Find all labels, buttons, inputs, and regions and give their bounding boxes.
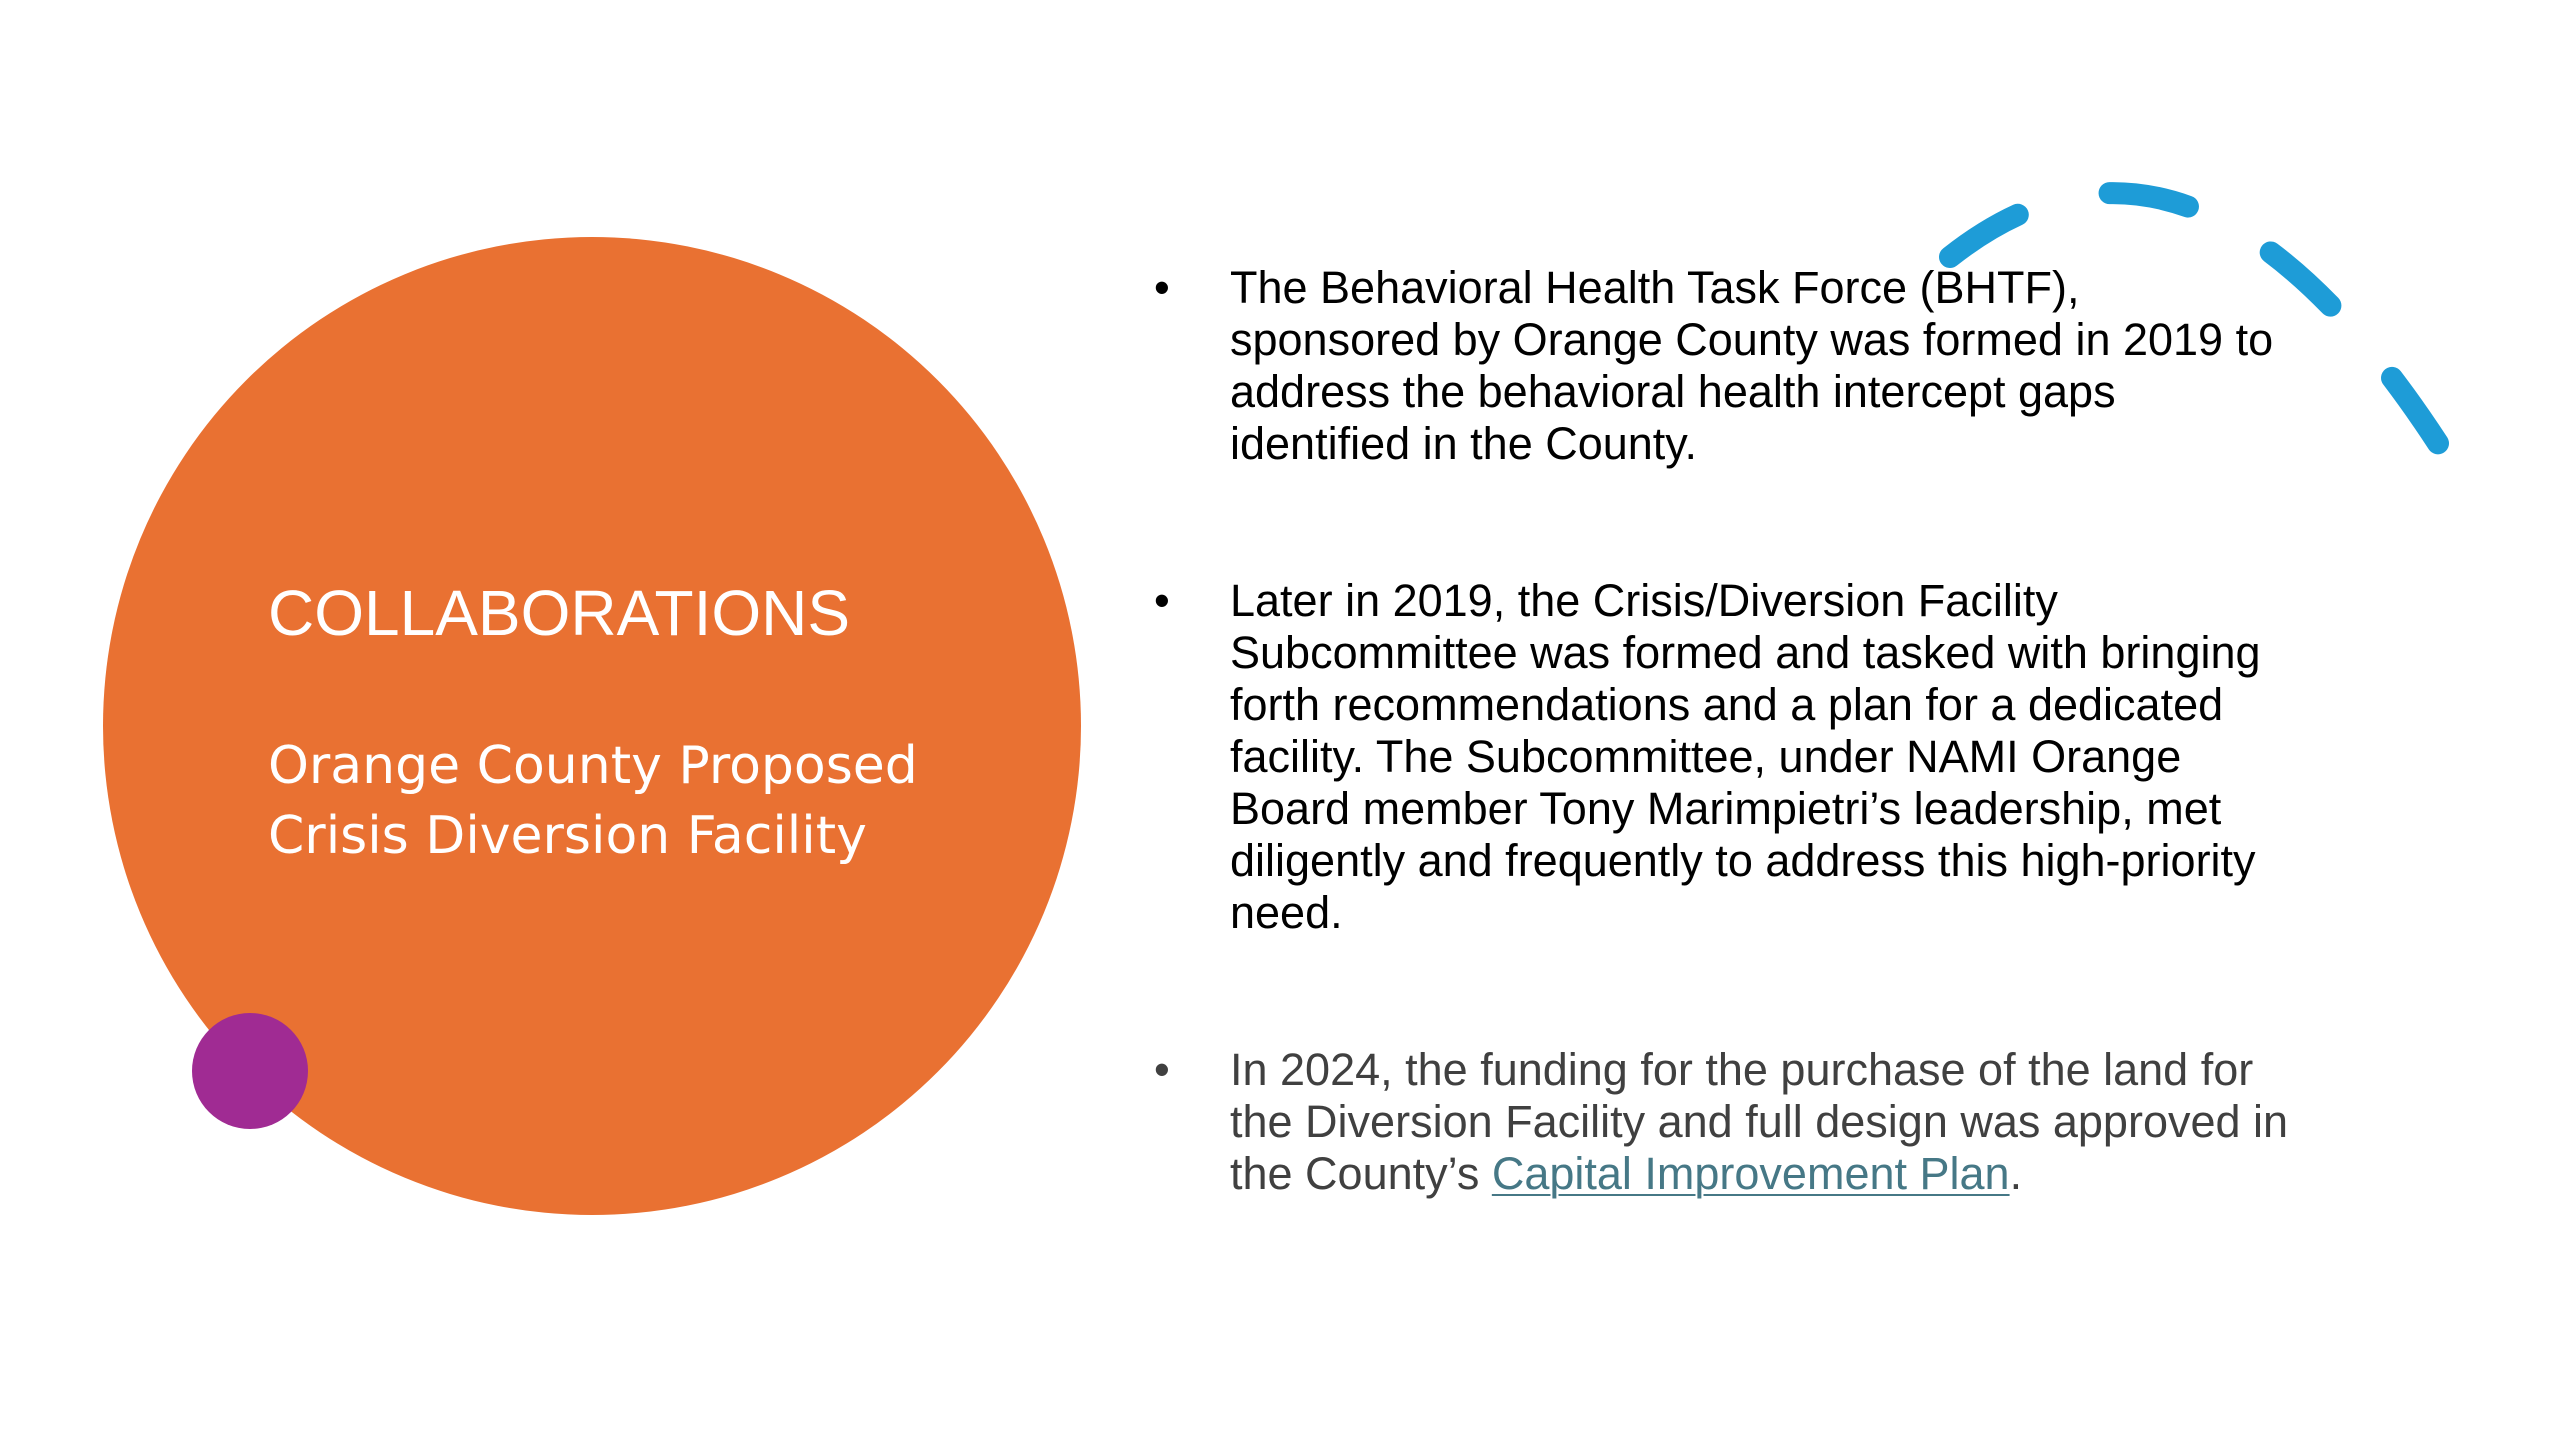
bullet-marker: •	[1154, 575, 1170, 626]
slide-title: COLLABORATIONS	[268, 577, 851, 649]
bullet-marker: •	[1154, 262, 1170, 313]
bullet-item	[1150, 575, 2290, 939]
subtitle-line-1: Orange County Proposed	[268, 736, 918, 796]
bullet-text: The Behavioral Health Task Force (BHTF), sponsored by Orange County was formed in 2019 to address the behavioral health intercept gaps identified in the County.	[1230, 262, 2274, 469]
bullet-item	[1150, 262, 2290, 470]
bullet-item	[1150, 1044, 2290, 1200]
bullet-list	[1150, 262, 2290, 1200]
bullet-marker: •	[1154, 1044, 1170, 1095]
bullet-text: Later in 2019, the Crisis/Diversion Facility Subcommittee was formed and tasked with bringing forth recommendations and a plan for a dedicated facility. The Subcommittee, under NAMI Orange Board member Tony Marimpietri’s leadership, met diligently and frequently to address this high-priority need.	[1230, 575, 2261, 938]
bullet-text: In 2024, the funding for the purchase of the land for the Diversion Facility and full design was approved in the County’s	[1230, 1044, 2289, 1199]
purple-dot	[192, 1013, 308, 1129]
subtitle-line-2: Crisis Diversion Facility	[268, 806, 867, 866]
title-block	[268, 575, 1028, 871]
capital-improvement-plan-link[interactable]: Capital Improvement Plan	[1491, 1148, 2010, 1199]
slide-subtitle	[268, 731, 1028, 871]
bullet-text-end: .	[2009, 1148, 2023, 1199]
